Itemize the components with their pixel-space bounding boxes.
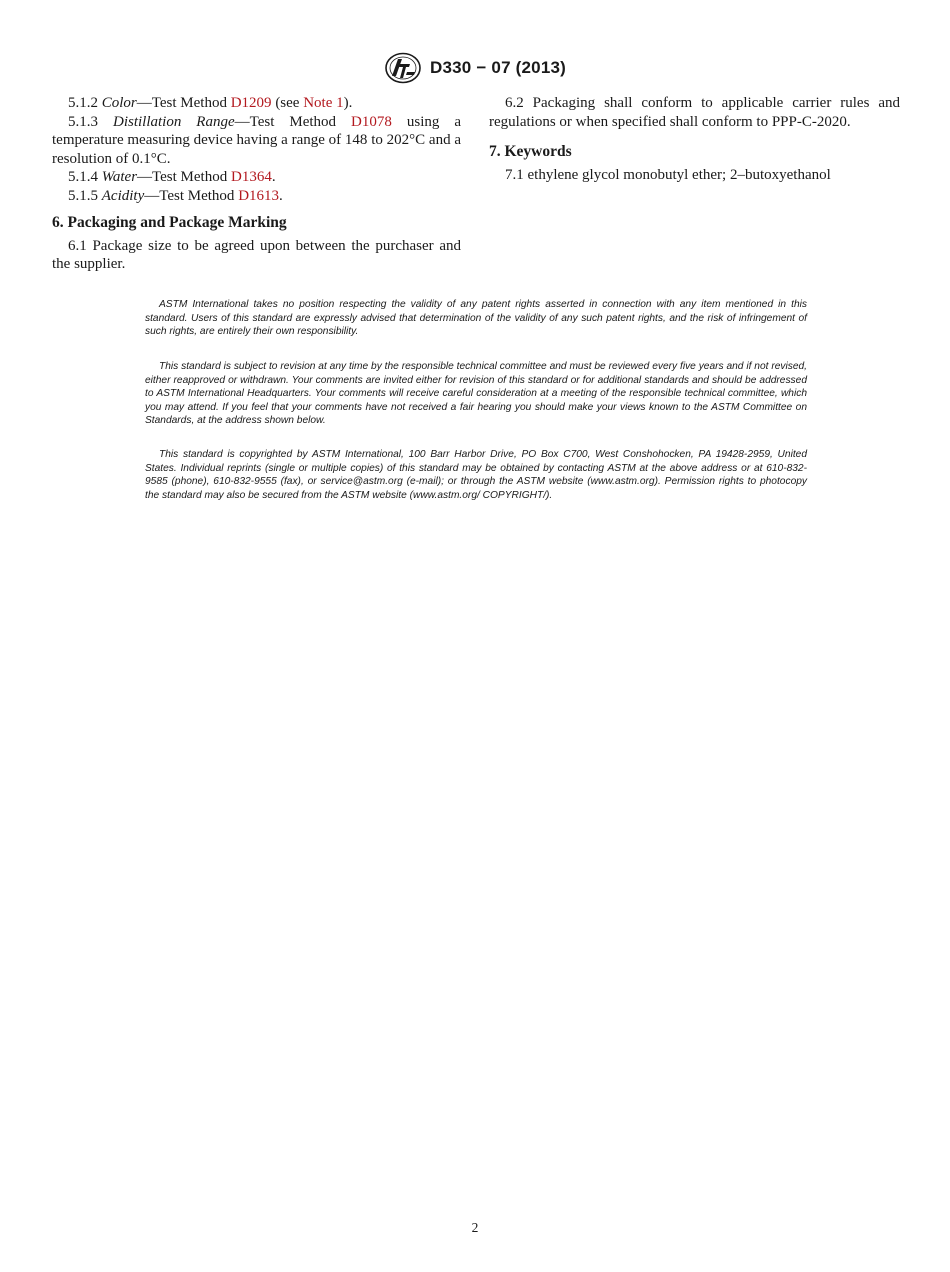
paragraph-6-2: 6.2 Packaging shall conform to applicable carrier rules and regulations or when specified shall conform to PPP-C-2020. [489, 95, 900, 130]
page-number: 2 [471, 1220, 479, 1235]
paragraph-5-1-4: 5.1.4 Water—Test Method D1364. [68, 169, 276, 185]
right-column [489, 94, 900, 184]
astm-logo-icon [384, 52, 422, 84]
page-header [0, 52, 950, 84]
document-designation: D330 − 07 (2013) [430, 58, 566, 77]
paragraph-5-1-2: 5.1.2 Color—Test Method D1209 (see Note 1). [68, 95, 353, 111]
link-d1364[interactable]: D1364 [230, 169, 272, 185]
link-note-1[interactable]: Note 1 [303, 95, 344, 111]
section-heading-7: 7. Keywords [489, 143, 572, 160]
revision-notice: This standard is subject to revision at any time by the responsible technical committee and must be reviewed every five years and if not revised, either reapproved or withdrawn. Your comments are invited either for revision of this standard or for additional standards and should be addressed to ASTM International Headquarters. Your comments will receive careful consideration at a meeting of the responsible technical committee, which you may attend. If you feel that your comments have not received a fair hearing you should make your views known to the ASTM Committee on Standards, at the address shown below. [145, 361, 807, 426]
left-column [52, 94, 461, 274]
link-d1209[interactable]: D1209 [230, 95, 272, 111]
paragraph-6-1: 6.1 Package size to be agreed upon between the purchaser and the supplier. [52, 237, 461, 272]
paragraph-5-1-5: 5.1.5 Acidity—Test Method D1613. [68, 187, 283, 204]
paragraph-5-1-3: 5.1.3 Distillation Range—Test Method D1078 using a temperature measuring device having a range of 148 to 202°C and a resolution of 0.1°C. [52, 113, 461, 167]
patent-notice: ASTM International takes no position respecting the validity of any patent rights asserted in connection with any item mentioned in this standard. Users of this standard are expressly advised that determination of the validity of any such patent rights, and the risk of infringement of such rights, are entirely their own responsibility. [145, 299, 807, 337]
link-d1613[interactable]: D1613 [238, 187, 280, 204]
copyright-notice: This standard is copyrighted by ASTM International, 100 Barr Harbor Drive, PO Box C700, West Conshohocken, PA 19428-2959, United States. Individual reprints (single or multiple copies) of this standard may be obtained by contacting ASTM at the above address or at 610-832-9585 (phone), 610-832-9555 (fax), or service@astm.org (e-mail); or through the ASTM website (www.astm.org). Permission rights to photocopy the standard may also be secured from the ASTM website (www.astm.org/ COPYRIGHT/). [145, 449, 807, 501]
section-heading-6: 6. Packaging and Package Marking [52, 214, 287, 231]
link-d1078[interactable]: D1078 [351, 113, 392, 130]
paragraph-7-1: 7.1 ethylene glycol monobutyl ether; 2–butoxyethanol [505, 166, 831, 183]
